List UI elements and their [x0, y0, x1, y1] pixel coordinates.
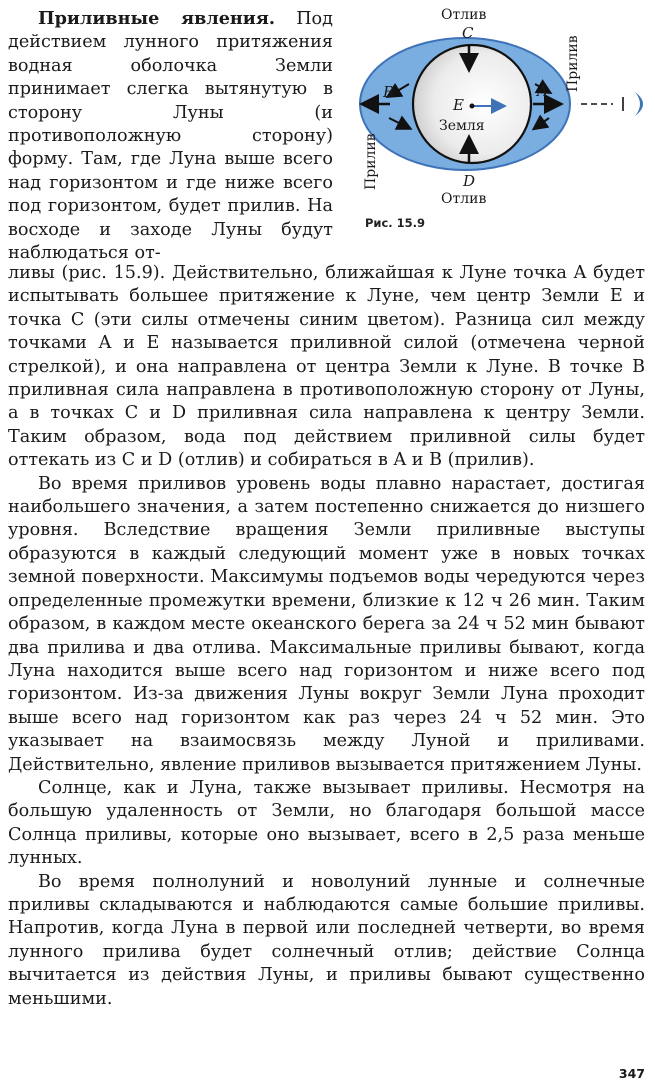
earth-label: Земля: [439, 118, 485, 134]
point-e-label: E: [453, 96, 464, 114]
tides-figure: [355, 0, 655, 240]
paragraph-4: Во время полнолуний и новолуний лунные и солнечные приливы складываются и наблюдаются самые большие приливы. Напротив, когда Луна в первой или последней четверти, во время лунного прилива будет солнечный отлив; действие Солнца вычитается из действия Луны, и приливы бывают существенно меньшими.: [8, 871, 645, 1009]
figure-caption: Рис. 15.9: [365, 216, 426, 230]
paragraph-3: Солнце, как и Луна, также вызывает приливы. Несмотря на большую удаленность от Земли, но благодаря большой массе Солнца приливы, которые оно вызывает, всего в 2,5 раза меньше лунных.: [8, 777, 645, 869]
page-number: 347: [618, 1066, 645, 1081]
point-a-label: A: [537, 82, 548, 100]
label-left: Прилив: [363, 133, 379, 190]
point-b-label: B: [383, 83, 395, 101]
label-top: Отлив: [441, 7, 487, 23]
paragraph-1: ливы (рис. 15.9). Действительно, ближайшая к Луне точка A будет испытывать большее притяжение к Луне, чем центр Земли E и точка C (эти силы отмечены синим цветом). Разница сил между точками A и E называется приливной силой (отмечена черной стрелкой), и она направлена от центра Земли к Луне. В точке B приливная сила направлена в противоположную сторону от Луны, а в точках C и D приливная сила направлена к центру Земли. Таким образом, вода под действием приливной силы будет оттекать из C и D (отлив) и собираться в A и B (прилив).: [8, 263, 645, 471]
moon-icon: [635, 92, 643, 116]
earth-center-point: [470, 104, 475, 109]
main-text: [8, 262, 645, 1011]
label-right: Прилив: [565, 35, 581, 92]
intro-text: Под действием лунного притяжения водная оболочка Земли принимает слегка вытянутую в сторону Луны (и противоположную сторону) форму. Там, где Луна выше всего над горизонтом и где ниже всего под горизонтом, будет прилив. На восходе и заходе Луны будут наблюдаться от-: [8, 9, 333, 264]
paragraph-2: Во время приливов уровень воды плавно нарастает, достигая наибольшего значения, а затем постепенно снижается до низшего уровня. Вследствие вращения Земли приливные выступы образуются в каждый следующий момент уже в новых точках земной поверхности. Максимумы подъемов воды чередуются через определенные промежутки времени, близкие к 12 ч 26 мин. Таким образом, в каждом месте океанского берега за 24 ч 52 мин бывают два прилива и два отлива. Максимальные приливы бывают, когда Луна находится выше всего над горизонтом и ниже всего под горизонтом. Из-за движения Луны вокруг Земли Луна проходит выше всего над горизонтом как раз через 24 ч 52 мин. Это указывает на взаимосвязь между Луной и приливами. Действительно, явление приливов вызывается притяжением Луны.: [8, 473, 645, 775]
label-bottom: Отлив: [441, 191, 487, 207]
intro-paragraph: [8, 7, 333, 265]
section-heading: Приливные явления.: [38, 8, 275, 29]
point-d-label: D: [463, 172, 476, 190]
point-c-label: C: [462, 24, 474, 42]
tides-diagram: [355, 0, 655, 240]
